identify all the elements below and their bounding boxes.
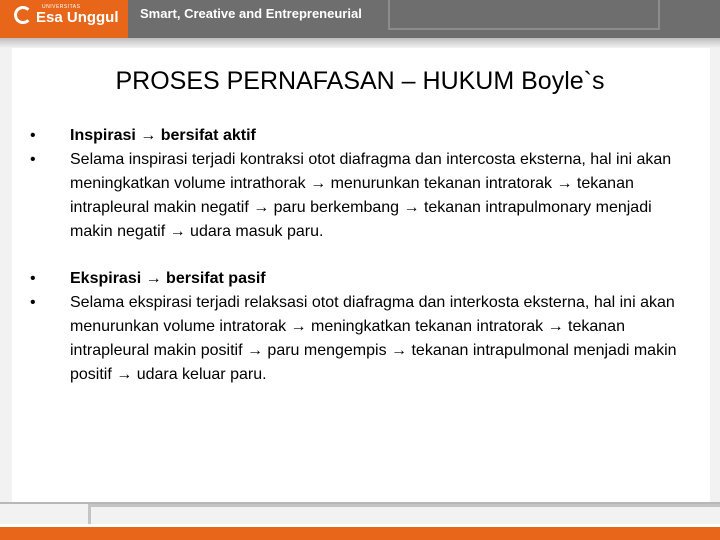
logo-circle-icon — [14, 6, 32, 24]
bullet-item — [30, 291, 690, 387]
bullet-dot-icon: • — [30, 151, 36, 168]
bullet-list — [30, 124, 690, 387]
tagline: Smart, Creative and Entrepreneurial — [140, 6, 362, 21]
bullet-dot-icon: • — [30, 294, 36, 311]
bullet-spacer — [30, 244, 690, 267]
bullet-dot-icon: • — [30, 127, 36, 144]
bullet-item — [30, 124, 690, 148]
logo-university-label: UNIVERSITAS — [42, 4, 81, 10]
logo — [0, 0, 128, 38]
bullet-text: Ekspirasi → bersifat pasif — [70, 270, 266, 287]
bullet-dot-icon: • — [30, 270, 36, 287]
footer-decoration — [88, 504, 720, 526]
bullet-item — [30, 267, 690, 291]
header-decoration — [388, 0, 660, 30]
slide-title: PROSES PERNAFASAN – HUKUM Boyle`s — [115, 67, 605, 95]
header-bar — [0, 0, 720, 38]
bullet-text: Selama ekspirasi terjadi relaksasi otot diafragma dan interkosta eksterna, hal ini akan menurunkan volume intratorak → meningkatkan tekanan intratorak → tekanan intrapleural makin positif → paru mengempis → tekanan intrapulmonal menjadi makin positif → udara keluar paru. — [70, 294, 677, 383]
header-shadow — [0, 38, 720, 48]
bullet-text: Inspirasi → bersifat aktif — [70, 127, 256, 144]
bullet-item — [30, 148, 690, 244]
footer-bar — [0, 527, 720, 540]
bullet-text: Selama inspirasi terjadi kontraksi otot diafragma dan intercosta eksterna, hal ini akan meningkatkan volume intrathorak → menurunkan tekanan intratorak → tekanan intrapleural makin negatif → paru berkembang → tekanan intrapulmonary menjadi makin negatif → udara masuk paru. — [70, 151, 672, 240]
logo-name: Esa Unggul — [36, 9, 119, 26]
